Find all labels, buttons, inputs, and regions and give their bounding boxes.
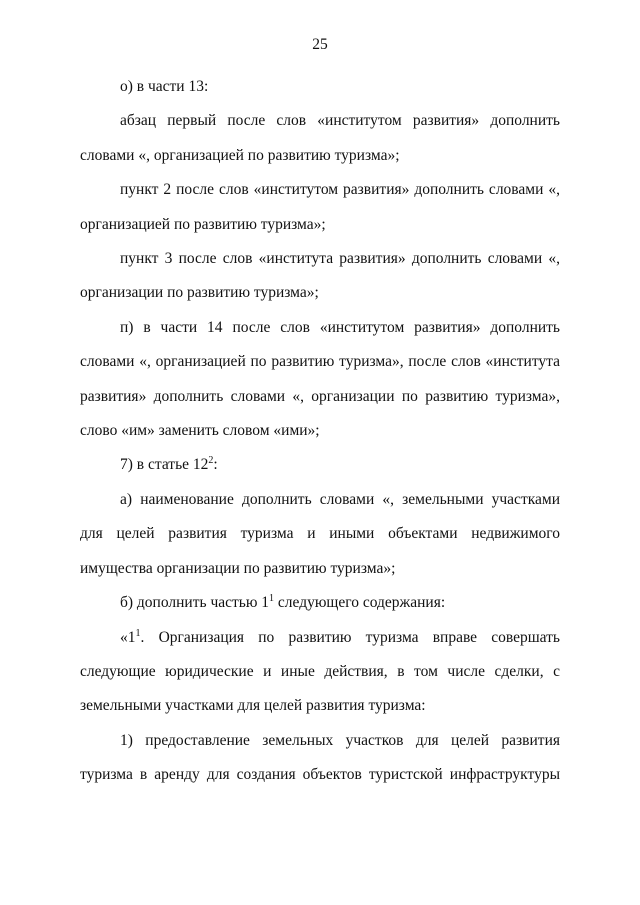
paragraph-abzac-first: абзац первый после слов «институтом развития» дополнить словами «, организацией по развитию туризма»; (80, 112, 560, 164)
paragraph-text: следующего содержания: (274, 594, 446, 612)
paragraph-text: : (213, 456, 218, 474)
paragraph-part-13: о) в части 13: (120, 78, 209, 95)
superscript: 2 (208, 455, 214, 467)
paragraph-add-part (80, 586, 560, 620)
paragraph-organization-rights (80, 621, 560, 724)
paragraph-article-12-2 (80, 448, 560, 482)
paragraph-naming: а) наименование дополнить словами «, земельными участками для целей развития туризма и иными объектами недвижимого имущества организации по развитию туризма»; (80, 490, 560, 577)
superscript: 1 (269, 593, 275, 605)
superscript: 1 (135, 627, 141, 639)
paragraph-part-14: п) в части 14 после слов «институтом развития» дополнить словами «, организацией по развитию туризма», после слов «института развития» дополнить словами «, организации по развитию туризма», слово «им» заменить словом «ими»; (80, 318, 560, 440)
paragraph-text: 7) в статье 12 (120, 456, 209, 474)
document-body (80, 70, 560, 793)
paragraph-punkt-2: пункт 2 после слов «институтом развития» дополнить словами «, организацией по развитию туризма»; (80, 181, 560, 233)
paragraph-item-1: 1) предоставление земельных участков для целей развития туризма в аренду для создания объектов туристской инфраструктуры (80, 731, 560, 784)
paragraph-punkt-3: пункт 3 после слов «института развития» дополнить словами «, организации по развитию туризма»; (80, 250, 560, 302)
paragraph-text: . Организация по развитию туризма вправе совершать следующие юридические и иные действия, в том числе сделки, с земельными участками для целей развития туризма: (80, 628, 560, 715)
paragraph-text: б) дополнить частью 1 (120, 594, 270, 612)
paragraph-text: «1 (120, 628, 136, 646)
page-number: 25 (312, 36, 328, 53)
